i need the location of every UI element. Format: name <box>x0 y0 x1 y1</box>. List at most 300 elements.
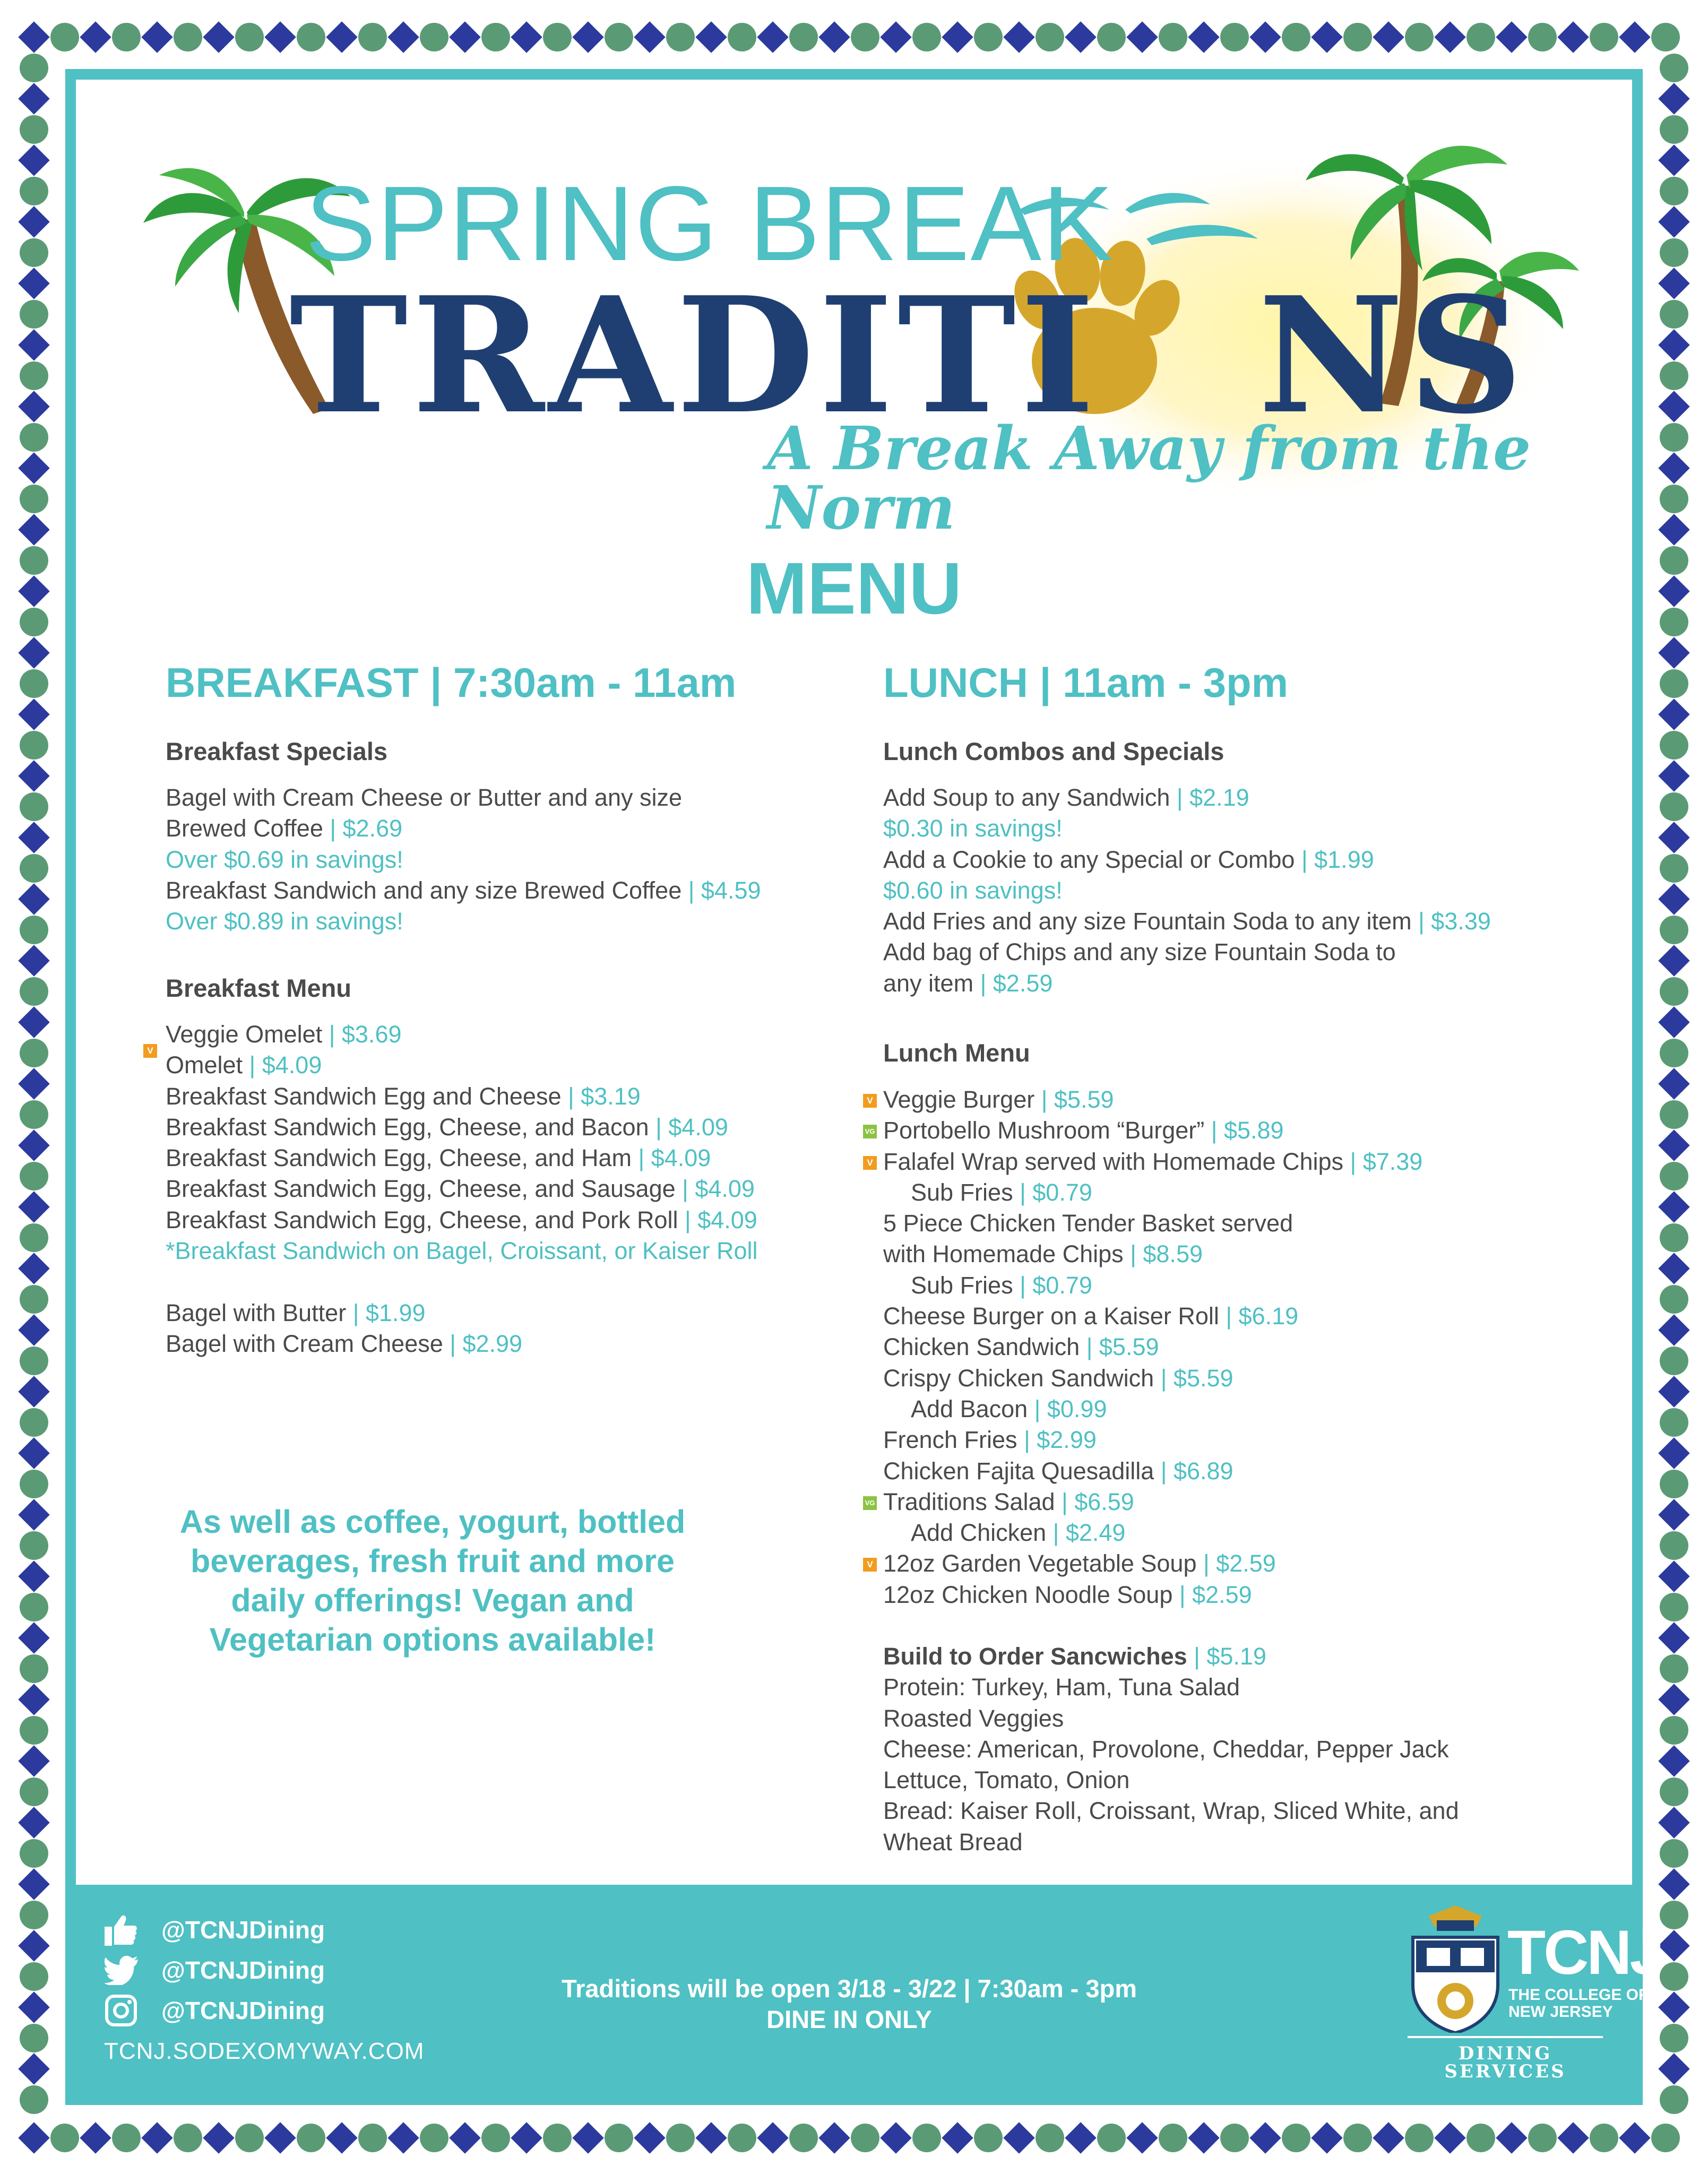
item-price: | $2.49 <box>1046 1519 1126 1547</box>
border-diamond <box>18 1745 49 1776</box>
border-diamond <box>1311 2122 1342 2153</box>
vegan-badge: VG <box>863 1125 877 1138</box>
item-price: | $4.09 <box>649 1113 728 1141</box>
item-price: | $4.09 <box>243 1051 322 1079</box>
border-diamond <box>757 2122 788 2153</box>
border-circle <box>20 1901 48 1929</box>
border-diamond <box>1658 1499 1689 1530</box>
lunch-menu-item <box>883 1394 1422 1425</box>
border-circle <box>20 669 48 698</box>
border-circle <box>1097 2124 1126 2152</box>
border-circle <box>974 2124 1003 2152</box>
border-diamond <box>1658 1684 1689 1715</box>
breakfast-specials-heading: Breakfast Specials <box>166 737 388 765</box>
border-diamond <box>1434 2122 1465 2153</box>
item-price: | $2.59 <box>973 969 1053 997</box>
breakfast-menu-item <box>166 1019 758 1050</box>
lunch-menu-item <box>867 1146 1423 1177</box>
border-circle <box>912 2124 941 2152</box>
border-circle <box>20 2085 48 2114</box>
border-diamond <box>1373 2122 1404 2153</box>
border-diamond <box>18 1006 49 1038</box>
border-circle <box>1590 2124 1618 2152</box>
tcnj-crest-icon <box>1408 1905 1503 2033</box>
lunch-menu-item <box>883 1363 1422 1394</box>
dine-in-only: DINE IN ONLY <box>766 2005 932 2033</box>
item-price: | $6.19 <box>1219 1302 1299 1330</box>
lunch-special-item <box>883 906 1491 937</box>
breakfast-special-item <box>166 906 761 937</box>
twitter-bird-icon <box>104 1953 138 1987</box>
item-price: | $2.69 <box>323 815 403 842</box>
border-circle <box>666 2124 695 2152</box>
item-name: Portobello Mushroom “Burger” <box>883 1117 1205 1144</box>
border-diamond <box>18 698 49 730</box>
border-diamond <box>18 637 49 668</box>
lunch-menu-item <box>867 1548 1422 1579</box>
build-option: Cheese: American, Provolone, Cheddar, Pepper Jack <box>883 1735 1449 1763</box>
border-diamond <box>18 1499 49 1530</box>
item-name: Add a Cookie to any Special or Combo <box>883 846 1295 873</box>
border-diamond <box>18 1376 49 1407</box>
social-handle: @TCNJDining <box>161 1997 325 2024</box>
item-name: Add Soup to any Sandwich <box>883 784 1170 811</box>
border-circle <box>20 1654 48 1683</box>
breakfast-menu-item <box>166 1081 758 1112</box>
border-circle <box>20 1039 48 1067</box>
item-name: any item <box>883 969 974 997</box>
item-price: | $2.59 <box>1196 1550 1276 1577</box>
border-diamond <box>1658 1376 1689 1407</box>
hours-line: Traditions will be open 3/18 - 3/22 | 7:30am - 3pm <box>561 1974 1137 2003</box>
social-instagram[interactable] <box>104 1994 325 2028</box>
item-name: Cheese Burger on a Kaiser Roll <box>883 1302 1219 1330</box>
item-name: Crispy Chicken Sandwich <box>883 1364 1154 1392</box>
border-diamond <box>18 883 49 915</box>
lunch-special-item <box>883 937 1491 968</box>
breakfast-menu-item <box>166 1174 758 1204</box>
border-diamond <box>1658 822 1689 853</box>
item-price: | $4.09 <box>631 1144 711 1172</box>
lunch-special-item <box>883 875 1491 906</box>
border-diamond <box>1658 945 1689 976</box>
border-circle <box>1528 2124 1557 2152</box>
border-diamond <box>1557 2122 1589 2153</box>
border-circle <box>20 1347 48 1375</box>
border-diamond <box>1658 1991 1689 2023</box>
border-circle <box>50 2124 79 2152</box>
border-diamond <box>1658 1560 1689 1592</box>
border-diamond <box>18 760 49 791</box>
item-name: Bagel with Butter <box>166 1299 347 1326</box>
promo-text: As well as coffee, yogurt, bottled beverages, fresh fruit and more daily offerings! Vegan and Vegetarian options available! <box>179 1504 686 1658</box>
border-diamond <box>18 822 49 853</box>
traditions-right: NS <box>1258 262 1528 449</box>
item-price: | $0.99 <box>1028 1395 1107 1422</box>
breakfast-menu-item <box>166 1112 758 1143</box>
border-diamond <box>18 1991 49 2023</box>
border-circle <box>1159 2124 1187 2152</box>
border-circle <box>1660 1223 1688 1252</box>
item-price: | $1.99 <box>346 1299 426 1326</box>
border-circle <box>1660 1039 1688 1067</box>
build-option: Lettuce, Tomato, Onion <box>883 1766 1130 1794</box>
breakfast-special-item <box>166 875 761 906</box>
border-diamond <box>511 2122 542 2153</box>
item-price: | $2.99 <box>1017 1426 1097 1454</box>
item-price: | $6.59 <box>1055 1488 1134 1515</box>
item-name: 5 Piece Chicken Tender Basket served <box>883 1210 1293 1237</box>
build-option: Wheat Bread <box>883 1828 1023 1856</box>
border-diamond <box>1658 637 1689 668</box>
item-price: | $3.69 <box>322 1021 402 1048</box>
college-line-2: NEW JERSEY <box>1508 2003 1613 2021</box>
border-diamond <box>1249 2122 1281 2153</box>
border-circle <box>174 2124 202 2152</box>
border-circle <box>728 2124 756 2152</box>
border-diamond <box>18 1129 49 1161</box>
border-circle <box>481 2124 510 2152</box>
border-circle <box>1220 2124 1249 2152</box>
item-name: Traditions Salad <box>883 1488 1055 1515</box>
build-to-order <box>883 1641 1459 1858</box>
item-price: | $1.99 <box>1295 846 1374 873</box>
border-diamond <box>1003 2122 1034 2153</box>
lunch-special-item <box>883 968 1491 999</box>
lunch-menu-item <box>883 1580 1422 1610</box>
lunch-menu-item <box>883 1239 1422 1270</box>
instagram-icon <box>104 1994 138 2028</box>
vegan-badge: VG <box>863 1496 877 1510</box>
lunch-menu-item <box>883 1177 1422 1208</box>
build-option: Protein: Turkey, Ham, Tuna Salad <box>883 1673 1240 1701</box>
border-circle <box>20 916 48 944</box>
border-circle <box>1660 916 1688 944</box>
item-name: Add Bacon <box>911 1395 1028 1422</box>
border-circle <box>20 1593 48 1621</box>
breakfast-menu-item <box>166 1266 758 1297</box>
border-diamond <box>18 1684 49 1715</box>
border-diamond <box>1658 1745 1689 1776</box>
border-diamond <box>1065 2122 1096 2153</box>
border-diamond <box>1658 698 1689 730</box>
item-name: Omelet <box>166 1051 243 1079</box>
border-diamond <box>1658 883 1689 915</box>
breakfast-menu-list <box>166 1019 758 1359</box>
border-circle <box>20 1285 48 1314</box>
border-diamond <box>18 1807 49 1838</box>
border-circle <box>20 1162 48 1190</box>
border-circle <box>1467 2124 1495 2152</box>
lunch-menu-item <box>865 1487 1422 1517</box>
border-circle <box>1660 854 1688 883</box>
item-name: Bagel with Cream Cheese <box>166 1330 443 1357</box>
header-spring-break: SPRING BREAK <box>305 165 1115 283</box>
border-circle <box>20 854 48 883</box>
border-diamond <box>695 2122 727 2153</box>
border-diamond <box>18 1068 49 1099</box>
border-circle <box>1660 1162 1688 1190</box>
item-price: | $2.99 <box>443 1330 523 1357</box>
breakfast-specials-list <box>166 782 761 937</box>
border-circle <box>297 2124 325 2152</box>
border-circle <box>20 1839 48 1868</box>
border-diamond <box>1658 2053 1689 2084</box>
lunch-menu-heading: Lunch Menu <box>883 1039 1030 1067</box>
border-circle <box>1660 2024 1688 2052</box>
border-diamond <box>18 1437 49 1469</box>
vegetarian-badge: V <box>143 1044 157 1058</box>
border-diamond <box>1496 2122 1527 2153</box>
border-diamond <box>387 2122 419 2153</box>
item-price: | $5.89 <box>1204 1117 1284 1144</box>
border-circle <box>20 1100 48 1129</box>
border-circle <box>20 1223 48 1252</box>
border-circle <box>235 2124 264 2152</box>
breakfast-menu-item <box>166 1205 758 1236</box>
lunch-heading: LUNCH | 11am - 3pm <box>883 659 1289 706</box>
border-circle <box>1660 1716 1688 1745</box>
border-circle <box>1660 1531 1688 1560</box>
border-circle <box>20 977 48 1006</box>
border-diamond <box>203 2122 234 2153</box>
item-price: | $4.09 <box>675 1175 755 1203</box>
item-name: Falafel Wrap served with Homemade Chips <box>883 1148 1344 1175</box>
border-circle <box>1660 669 1688 698</box>
border-circle <box>20 1408 48 1437</box>
border-circle <box>1660 1778 1688 1806</box>
item-name: Breakfast Sandwich and any size Brewed Coffee <box>166 876 682 904</box>
dining-services: DINING SERVICES <box>1444 2043 1566 2082</box>
border-circle <box>420 2124 448 2152</box>
border-diamond <box>18 1622 49 1653</box>
item-name: Add bag of Chips and any size Fountain Soda to <box>883 938 1396 966</box>
vegetarian-badge: V <box>863 1558 877 1572</box>
border-diamond <box>264 2122 296 2153</box>
border-circle <box>1660 1839 1688 1868</box>
lunch-specials-heading: Lunch Combos and Specials <box>883 737 1224 765</box>
border-diamond <box>1658 1868 1689 1900</box>
breakfast-menu-item <box>166 1298 758 1328</box>
lunch-menu-item <box>883 1456 1422 1487</box>
border-diamond <box>1658 1314 1689 1345</box>
lunch-menu-list <box>865 1084 1423 1610</box>
item-name: French Fries <box>883 1426 1017 1454</box>
border-diamond <box>572 2122 603 2153</box>
border-diamond <box>1658 1129 1689 1161</box>
item-price: | $4.59 <box>682 876 761 904</box>
border-diamond <box>1126 2122 1158 2153</box>
lunch-menu-item <box>883 1332 1422 1362</box>
border-diamond <box>1658 1437 1689 1469</box>
item-price: | $5.59 <box>1080 1333 1159 1361</box>
item-price: | $3.39 <box>1411 908 1491 935</box>
vegetarian-badge: V <box>863 1094 877 1108</box>
border-diamond <box>18 2053 49 2084</box>
header-tagline: A Break Away from the Norm <box>767 414 1531 543</box>
border-circle <box>1405 2124 1434 2152</box>
border-diamond <box>449 2122 480 2153</box>
border-circle <box>20 1716 48 1745</box>
breakfast-heading: BREAKFAST | 7:30am - 11am <box>166 659 737 706</box>
lunch-menu-item <box>865 1115 1422 1146</box>
item-name: Veggie Burger <box>883 1086 1035 1113</box>
border-circle <box>20 2024 48 2052</box>
menu-title: MENU <box>746 548 962 629</box>
breakfast-special-item <box>166 782 761 813</box>
border-circle <box>1660 1347 1688 1375</box>
border-circle <box>1660 1408 1688 1437</box>
item-price: $0.30 in savings! <box>883 815 1063 842</box>
breakfast-menu-item <box>166 1050 758 1081</box>
item-price: | $5.59 <box>1154 1364 1233 1392</box>
social-handle: @TCNJDining <box>161 1916 325 1944</box>
border-diamond <box>18 1253 49 1284</box>
traditions-left: TRADITI <box>289 262 1099 449</box>
border-diamond <box>18 945 49 976</box>
border-diamond <box>818 2122 850 2153</box>
vegetarian-badge: V <box>863 1156 877 1170</box>
item-price: | $4.09 <box>678 1206 757 1233</box>
lunch-special-item <box>883 844 1491 875</box>
border-circle <box>1660 2085 1688 2114</box>
header-traditions <box>289 262 1528 449</box>
lunch-menu-item <box>883 1425 1422 1455</box>
border-diamond <box>18 1314 49 1345</box>
build-price: | $5.19 <box>1187 1643 1266 1670</box>
build-option: Roasted Veggies <box>883 1704 1064 1732</box>
border-diamond <box>18 1560 49 1592</box>
border-circle <box>1660 792 1688 821</box>
item-price: | $0.79 <box>1013 1271 1092 1299</box>
college-line-1: THE COLLEGE OF <box>1508 1986 1649 2004</box>
social-facebook[interactable] <box>104 1913 325 1947</box>
border-circle <box>1660 1593 1688 1621</box>
breakfast-special-item <box>166 813 761 844</box>
border-circle <box>20 731 48 760</box>
item-price: | $3.19 <box>561 1082 641 1110</box>
logo-divider <box>1408 2036 1603 2038</box>
border-diamond <box>18 2122 49 2153</box>
lunch-specials-list <box>883 782 1491 999</box>
border-circle <box>358 2124 387 2152</box>
build-option: Bread: Kaiser Roll, Croissant, Wrap, Sliced White, and <box>883 1797 1459 1825</box>
item-name: 12oz Chicken Noodle Soup <box>883 1581 1173 1608</box>
border-circle <box>1660 1100 1688 1129</box>
lunch-menu-item <box>883 1270 1422 1301</box>
breakfast-menu-heading: Breakfast Menu <box>166 974 351 1002</box>
border-diamond <box>942 2122 973 2153</box>
border-circle <box>1036 2124 1064 2152</box>
border-diamond <box>1658 760 1689 791</box>
item-name: Breakfast Sandwich Egg, Cheese, and Sausage <box>166 1175 676 1203</box>
border-circle <box>1660 1285 1688 1314</box>
lunch-menu-item <box>883 1208 1422 1239</box>
lunch-special-item <box>883 813 1491 844</box>
tcnj-wordmark: TCNJ <box>1507 1918 1663 1988</box>
border-circle <box>1660 1654 1688 1683</box>
lunch-special-item <box>883 782 1491 813</box>
item-name: Sub Fries <box>911 1271 1013 1299</box>
border-diamond <box>141 2122 172 2153</box>
lunch-menu-item <box>883 1517 1422 1548</box>
border-diamond <box>326 2122 357 2153</box>
item-price: Over $0.89 in savings! <box>166 908 403 935</box>
border-diamond <box>1658 1006 1689 1038</box>
item-price: Over $0.69 in savings! <box>166 846 403 873</box>
item-name: 12oz Garden Vegetable Soup <box>883 1550 1197 1577</box>
item-name: Breakfast Sandwich Egg, Cheese, and Bacon <box>166 1113 649 1141</box>
website-link[interactable]: TCNJ.SODEXOMYWAY.COM <box>104 2038 425 2064</box>
item-price: *Breakfast Sandwich on Bagel, Croissant, or Kaiser Roll <box>166 1237 758 1265</box>
item-price: $0.60 in savings! <box>883 876 1063 904</box>
breakfast-menu-item <box>166 1143 758 1174</box>
item-name: Bagel with Cream Cheese or Butter and any size <box>166 784 682 811</box>
item-name: Sub Fries <box>911 1178 1013 1206</box>
border-circle <box>1660 731 1688 760</box>
border-diamond <box>1658 1930 1689 1961</box>
lunch-menu-item <box>867 1084 1422 1115</box>
item-name: Breakfast Sandwich Egg, Cheese, and Pork Roll <box>166 1206 678 1233</box>
social-handle: @TCNJDining <box>161 1956 325 1984</box>
border-circle <box>605 2124 633 2152</box>
border-diamond <box>1658 1253 1689 1284</box>
item-price: | $7.39 <box>1343 1148 1423 1175</box>
border-circle <box>543 2124 572 2152</box>
item-name: with Homemade Chips <box>883 1240 1124 1268</box>
border-diamond <box>18 1191 49 1222</box>
item-price: | $2.59 <box>1172 1581 1252 1608</box>
border-circle <box>20 1531 48 1560</box>
item-name: Breakfast Sandwich Egg, Cheese, and Ham <box>166 1144 632 1172</box>
border-circle <box>1651 2124 1680 2152</box>
item-price: | $2.19 <box>1170 784 1249 811</box>
border-diamond <box>1658 1807 1689 1838</box>
border-circle <box>789 2124 818 2152</box>
item-name: Add Fries and any size Fountain Soda to any item <box>883 908 1412 935</box>
border-diamond <box>880 2122 911 2153</box>
item-price: | $8.59 <box>1123 1240 1203 1268</box>
item-name: Chicken Sandwich <box>883 1333 1080 1361</box>
border-circle <box>1343 2124 1372 2152</box>
lunch-menu-item <box>883 1301 1422 1332</box>
border-circle <box>1660 1901 1688 1929</box>
border-diamond <box>1188 2122 1219 2153</box>
border-circle <box>20 1470 48 1498</box>
build-heading: Build to Order Sancwiches <box>883 1643 1187 1670</box>
item-name: Veggie Omelet <box>166 1021 323 1048</box>
border-circle <box>20 792 48 821</box>
item-name: Breakfast Sandwich Egg and Cheese <box>166 1082 562 1110</box>
border-diamond <box>1658 1191 1689 1222</box>
item-name: Chicken Fajita Quesadilla <box>883 1457 1154 1485</box>
item-price: | $5.59 <box>1034 1086 1114 1113</box>
item-price: | $6.89 <box>1154 1457 1233 1485</box>
thumbs-up-icon <box>104 1913 138 1947</box>
border-circle <box>1282 2124 1310 2152</box>
border-circle <box>1660 1962 1688 1991</box>
breakfast-menu-item <box>166 1328 758 1359</box>
border-diamond <box>634 2122 665 2153</box>
border-circle <box>20 1962 48 1991</box>
border-diamond <box>80 2122 111 2153</box>
social-twitter[interactable] <box>104 1953 325 1987</box>
border-circle <box>851 2124 879 2152</box>
item-name: Add Chicken <box>911 1519 1047 1547</box>
border-circle <box>1660 977 1688 1006</box>
border-diamond <box>18 1868 49 1900</box>
border-circle <box>20 1778 48 1806</box>
